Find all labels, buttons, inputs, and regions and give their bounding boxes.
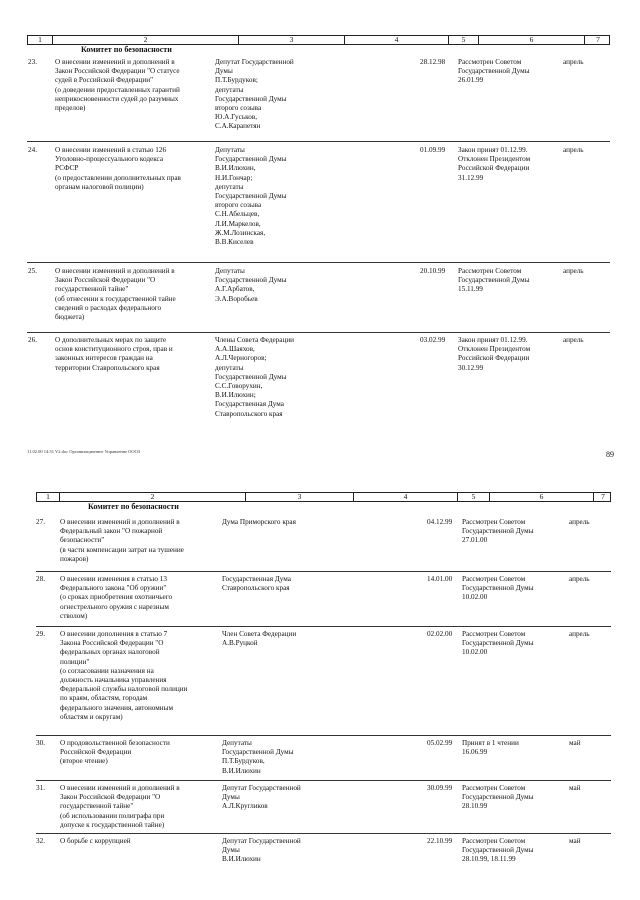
bill-author-line: Член Совета Федерации (222, 630, 297, 638)
bill-author-line: Л.И.Маркелов, (215, 219, 261, 228)
bill-title-line: Закон Российской Федерации "О (60, 793, 161, 802)
header-col-6: 6 (489, 493, 593, 501)
bill-status-line: Закон принят 01.12.99. (458, 146, 528, 154)
bill-title (60, 784, 180, 830)
bill-status-line: Рассмотрен Советом (462, 518, 526, 526)
planned-month: апрель (569, 518, 590, 526)
header-col-7: 7 (593, 493, 612, 501)
bill-title-line: государственной тайне" (55, 285, 129, 294)
row-number: 31. (36, 784, 45, 792)
bill-status-line: Российской Федерации (458, 354, 530, 363)
bill-author-line: А.А.Шаяхов, (215, 345, 255, 354)
bill-title-line: Федерального закона "Об оружии" (60, 584, 167, 593)
row-number: 27. (36, 518, 45, 526)
bill-author-line: Ставропольского края (222, 584, 290, 593)
row-number: 30. (36, 739, 45, 747)
bill-author-line: депутаты (215, 85, 244, 94)
bill-status-line: Государственной Думы (462, 639, 534, 648)
bill-author-line: Думы (215, 67, 233, 76)
header-col-7: 7 (584, 36, 611, 44)
bill-author-line: Депутаты (222, 739, 252, 747)
bill-author-line: Депутат Государственной (222, 784, 301, 792)
bill-title-line: судей в Российской Федерации" (55, 76, 154, 85)
page-footer: 11.02.00 14:51 V2.doc Организационное Управление ООО3 (27, 449, 141, 454)
bill-status (458, 267, 530, 295)
submission-date: 20.10.99 (420, 267, 446, 275)
bill-author-line: Государственная Дума (215, 400, 284, 409)
bill-title-line: неприкосновенности судей до разумных (55, 94, 179, 103)
bill-title-line: территории Ставропольского края (55, 363, 160, 372)
bill-status-line: 28.10.99, 18.11.99 (462, 855, 516, 864)
header-col-2: 2 (52, 36, 238, 44)
bill-status (462, 837, 534, 865)
submission-date: 14.01.00 (427, 575, 453, 583)
bill-author (215, 336, 294, 419)
bill-title-line: (о предоставлении дополнительных прав (55, 173, 181, 182)
bill-status-line: Рассмотрен Советом (462, 784, 526, 792)
bill-title-line: О дополнительных мерах по защите (55, 336, 167, 344)
bill-author-line: Думы (222, 793, 240, 802)
planned-month: апрель (563, 336, 584, 344)
submission-date: 02.02.00 (427, 630, 453, 638)
header-col-6: 6 (478, 36, 584, 44)
bill-title-line: пожаров) (60, 554, 89, 563)
bill-title-line: О внесении дополнения в статью 7 (60, 630, 168, 638)
bill-status (458, 146, 530, 183)
bill-author-line: В.В.Киселев (215, 238, 254, 247)
bill-title-line: областям и округам) (60, 712, 123, 721)
bill-author (222, 837, 301, 865)
bill-title-line: огнестрельного оружия с нарезным (60, 602, 169, 611)
bill-author-line: Государственной Думы (215, 94, 287, 103)
bill-status-line: 31.12.99 (458, 173, 484, 182)
header-col-5: 5 (448, 36, 478, 44)
bill-author-line: С.С.Говорухин, (215, 382, 263, 391)
bill-title-line: (о согласовании назначения на (60, 666, 154, 675)
bill-status-line: 16.06.99 (462, 748, 488, 757)
bill-author-line: А.Л.Кругликов (222, 802, 268, 811)
bill-author-line: второго созыва (215, 104, 262, 113)
bill-author-line: Государственной Думы (215, 155, 287, 164)
bill-title-line: (второе чтение) (60, 757, 108, 766)
bill-status-line: Государственной Думы (462, 793, 534, 802)
bill-status (462, 630, 534, 658)
bill-title (60, 837, 131, 846)
bill-author-line: Государственная Дума (222, 575, 291, 583)
planned-month: апрель (563, 146, 584, 154)
bill-author-line: второго созыва (215, 201, 262, 210)
bill-author-line: А.Л.Черногоров; (215, 354, 267, 363)
bill-title-line: (о доведении предоставленных гарантий (55, 85, 180, 94)
bill-title-line: О внесении изменений в статью 126 (55, 146, 167, 154)
bill-author-line: Думы (222, 846, 240, 855)
bill-title-line: Федеральный закон "О пожарной (60, 527, 163, 536)
bill-status-line: Государственной Думы (462, 584, 534, 593)
bill-author-line: А.В.Руцкой (222, 639, 258, 648)
bill-status-line: Рассмотрен Советом (458, 267, 522, 275)
bill-status-line: Отклонен Президентом (458, 155, 531, 164)
header-col-2: 2 (59, 493, 245, 501)
bill-author-line: Ю.А.Гуськов, (215, 113, 258, 122)
planned-month: май (569, 784, 581, 792)
bill-title-line: безопасности" (60, 536, 105, 545)
bill-status-line: Российской Федерации (458, 164, 530, 173)
bill-status-line: 15.11.99 (458, 285, 483, 294)
page-number: 89 (606, 450, 614, 459)
bill-author-line: Депутаты (215, 267, 245, 275)
bill-author-line: Ж.М.Лозинская, (215, 228, 266, 237)
bill-author (215, 267, 287, 304)
bill-title-line: РСФСР (55, 164, 79, 173)
submission-date: 30.09.99 (427, 784, 453, 792)
row-number: 25. (28, 267, 37, 275)
bill-title-line: Федеральной службы налоговой полиции (60, 685, 188, 694)
bill-title (55, 336, 173, 373)
row-divider (36, 571, 611, 572)
bill-author (215, 146, 287, 247)
bill-title-line: (об использовании полиграфа при (60, 811, 165, 820)
bill-author-line: Ставропольского края (215, 409, 283, 418)
row-number: 29. (36, 630, 45, 638)
bill-title-line: (в части компенсации затрат на тушение (60, 545, 184, 554)
row-divider (36, 833, 611, 834)
bill-author-line: Государственной Думы (222, 748, 294, 757)
bill-title-line: органам налоговой полиции) (55, 182, 144, 191)
planned-month: апрель (563, 267, 584, 275)
planned-month: май (569, 739, 581, 747)
bill-title-line: пределов) (55, 104, 86, 113)
bill-title-line: допуске к государственной тайне) (60, 820, 165, 829)
submission-date: 01.09.99 (420, 146, 446, 154)
bill-author-line: П.Т.Бурдуков, (222, 757, 265, 766)
bill-title (55, 146, 181, 192)
bill-title-line: Закона Российской Федерации "О (60, 639, 164, 648)
bill-status (462, 575, 534, 603)
planned-month: май (569, 837, 581, 845)
bill-author-line: Государственной Думы (215, 192, 287, 201)
bill-status-line: Отклонен Президентом (458, 345, 531, 354)
bill-author-line: Депутаты (215, 146, 245, 154)
bill-title-line: Российской Федерации (60, 748, 132, 757)
bill-title-line: О внесении изменений и дополнений в (55, 267, 175, 275)
bill-status-line: Рассмотрен Советом (462, 575, 526, 583)
bill-status (462, 784, 534, 812)
bill-status-line: Государственной Думы (462, 846, 534, 855)
bill-author (222, 575, 291, 593)
planned-month: апрель (569, 575, 590, 583)
header-col-4: 4 (353, 493, 457, 501)
table-header-page2 (36, 492, 611, 502)
bill-title-line: Уголовно-процессуального кодекса (55, 155, 164, 164)
bill-status-line: Государственной Думы (462, 527, 534, 536)
bill-title (60, 630, 187, 722)
bill-title-line: основ конституционного строя, прав и (55, 345, 173, 354)
bill-author-line: Государственной Думы (215, 372, 287, 381)
row-divider (27, 262, 610, 263)
submission-date: 05.02.99 (427, 739, 453, 747)
bill-title (60, 518, 184, 564)
bill-title (55, 267, 176, 322)
bill-status-line: 28.10.99 (462, 802, 488, 811)
header-col-4: 4 (344, 36, 448, 44)
submission-date: 22.10.99 (427, 837, 453, 845)
bill-status (458, 58, 530, 86)
bill-author-line: Депутат Государственной (222, 837, 301, 845)
bill-author-line: Государственной Думы (215, 276, 287, 285)
bill-title-line: О внесении изменения в статью 13 (60, 575, 167, 583)
row-divider (36, 626, 611, 627)
bill-status-line: Рассмотрен Советом (462, 837, 526, 845)
bill-title-line: О внесении изменений и дополнений в (55, 58, 175, 66)
bill-title-line: бюджета) (55, 313, 85, 322)
bill-status (462, 518, 534, 546)
bill-author (222, 739, 294, 776)
planned-month: апрель (563, 58, 584, 66)
bill-author-line: В.И.Илюхин (222, 766, 261, 775)
bill-author-line: Н.И.Гончар; (215, 173, 253, 182)
bill-title-line: О борьбе с коррупцией (60, 837, 131, 845)
bill-status-line: 26.01.99 (458, 76, 484, 85)
bill-status-line: Закон принят 01.12.99. (458, 336, 528, 344)
bill-author-line: В.И.Илюхин (222, 855, 261, 864)
bill-author-line: С.А.Карапетян (215, 122, 261, 131)
bill-title (55, 58, 180, 113)
bill-author-line: В.И.Илюхин, (215, 164, 256, 173)
bill-title-line: (о сроках приобретения охотничьего (60, 593, 173, 602)
submission-date: 28.12.98 (420, 58, 446, 66)
bill-title-line: О внесении изменений и дополнений в (60, 784, 180, 792)
bill-author-line: С.Н.Абельцев, (215, 210, 260, 219)
section-title-page2: Комитет по безопасности (88, 502, 179, 511)
row-divider (36, 780, 611, 781)
header-col-3: 3 (238, 36, 344, 44)
bill-author-line: депутаты (215, 182, 244, 191)
bill-title-line: Закон Российской Федерации "О статусе (55, 67, 180, 76)
planned-month: апрель (569, 630, 590, 638)
header-col-5: 5 (457, 493, 489, 501)
bill-title-line: О продовольственной безопасности (60, 739, 170, 747)
bill-author-line: Дума Приморского края (222, 518, 296, 526)
bill-author (222, 518, 296, 527)
row-divider (27, 141, 610, 142)
bill-status (458, 336, 530, 373)
row-divider (36, 735, 611, 736)
bill-author-line: депутаты (215, 363, 244, 372)
row-number: 24. (28, 146, 37, 154)
bill-title-line: Закон Российской Федерации "О (55, 276, 156, 285)
bill-status-line: 27.01.00 (462, 536, 488, 545)
bill-author (215, 58, 294, 132)
bill-author (222, 630, 296, 648)
bill-title-line: законных интересов граждан на (55, 354, 153, 363)
bill-status-line: Государственной Думы (458, 67, 530, 76)
header-col-1: 1 (38, 35, 42, 44)
bill-title (60, 739, 170, 767)
bill-status-line: Государственной Думы (458, 276, 530, 285)
bill-title-line: должность начальника управления (60, 676, 167, 685)
bill-title-line: по краям, областям, городам (60, 694, 148, 703)
header-col-3: 3 (245, 493, 353, 501)
bill-title-line: (об отнесении к государственной тайне (55, 294, 176, 303)
bill-title-line: федерального значения, автономным (60, 703, 174, 712)
bill-author-line: Члены Совета Федерации (215, 336, 295, 344)
submission-date: 03.02.99 (420, 336, 446, 344)
table-header (27, 35, 610, 45)
bill-author-line: Э.А.Воробьев (215, 294, 258, 303)
header-col-1: 1 (46, 492, 50, 501)
bill-title (60, 575, 172, 621)
bill-author-line: П.Т.Бурдуков; (215, 76, 258, 85)
bill-status-line: Рассмотрен Советом (462, 630, 526, 638)
submission-date: 04.12.99 (427, 518, 453, 526)
row-divider (27, 332, 610, 333)
bill-title-line: полиции" (60, 657, 90, 666)
bill-title-line: государственной тайне" (60, 802, 134, 811)
row-number: 28. (36, 575, 45, 583)
bill-title-line: сведений о расходах федерального (55, 303, 162, 312)
bill-status (462, 739, 519, 757)
bill-title-line: федеральных органах налоговой (60, 648, 160, 657)
row-number: 26. (28, 336, 37, 344)
bill-status-line: Рассмотрен Советом (458, 58, 522, 66)
bill-title-line: О внесении изменений и дополнений в (60, 518, 180, 526)
bill-status-line: 10.02.00 (462, 593, 488, 602)
bill-status-line: 30.12.99 (458, 363, 484, 372)
bill-author-line: А.Г.Арбатов, (215, 285, 255, 294)
bill-status-line: Принят в 1 чтении (462, 739, 519, 747)
row-number: 23. (28, 58, 37, 66)
bill-author-line: В.И.Илюхин; (215, 391, 256, 400)
bill-title-line: стволом) (60, 611, 88, 620)
section-title: Комитет по безопасности (81, 45, 172, 54)
bill-author-line: Депутат Государственной (215, 58, 294, 66)
row-number: 32. (36, 837, 45, 845)
bill-status-line: 10.02.00 (462, 648, 488, 657)
bill-author (222, 784, 301, 812)
